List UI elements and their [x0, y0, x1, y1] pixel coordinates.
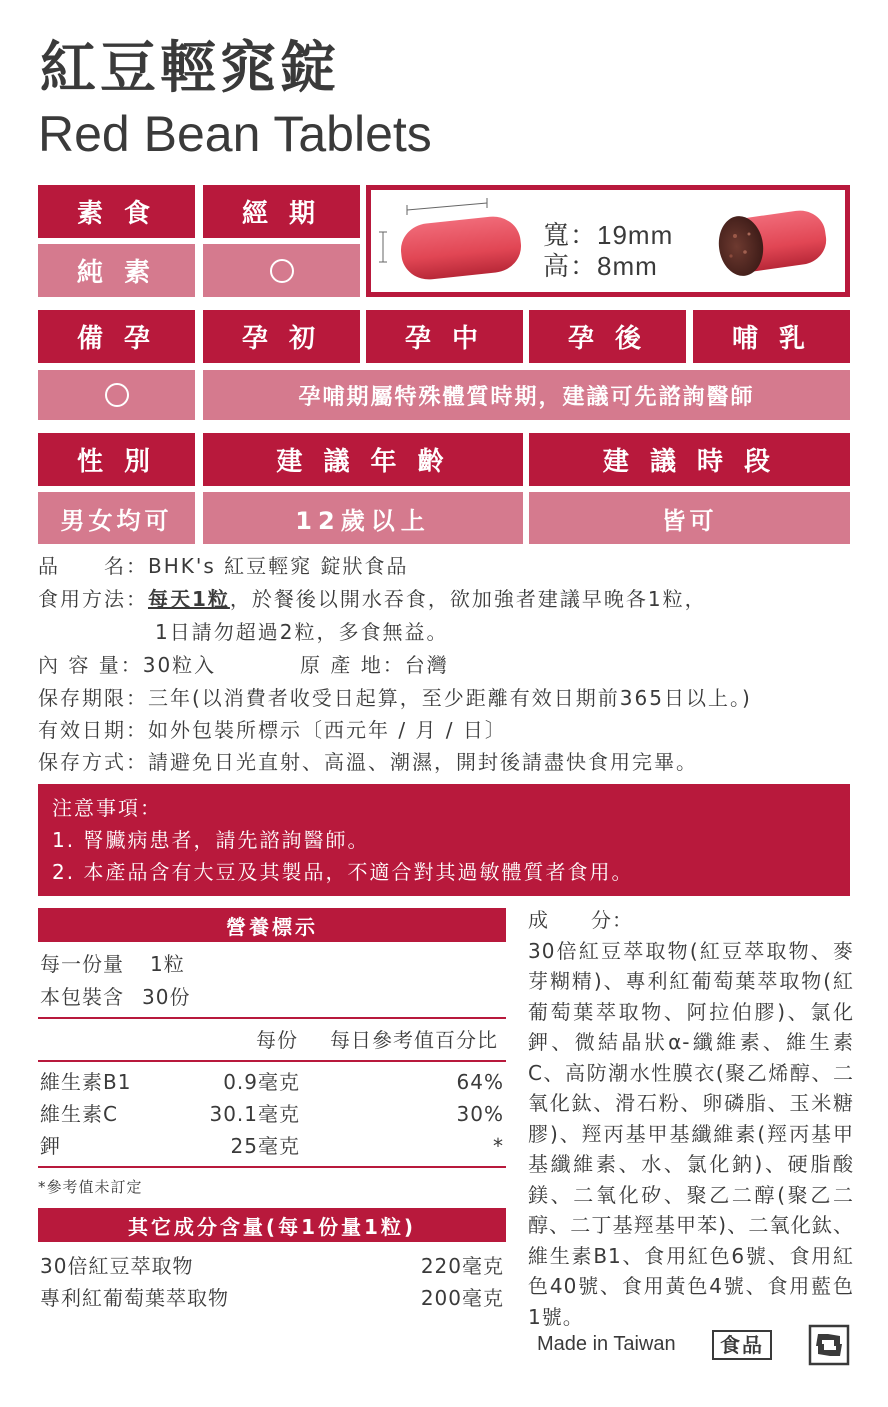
ingredients-text: 30倍紅豆萃取物(紅豆萃取物、麥芽糊精)、專利紅葡萄葉萃取物(紅葡萄葉萃取物、阿拉伯膠)、氯化鉀、微結晶狀α-纖維素、維生素C、高防潮水性膜衣(聚乙烯醇、二氧化鈦、滑石粉、卵磷脂、玉米糖膠)、羥丙基甲基纖維素(羥丙基甲基纖維素、水、氯化鈉)、硬脂酸鎂、二氧化矽、聚乙二醇(聚乙二醇、二丁基羥基甲苯)、二氧化鈦、維生素B1、食用紅色6號、食用紅色40號、食用黃色4號、食用藍色1號。 [528, 938, 854, 1329]
info-usage: 食用方法：每天1粒，於餐後以開水吞食，欲加強者建議早晚各1粒， [38, 587, 707, 611]
tablet-height: 高：8mm [543, 251, 658, 281]
nursing: 哺 乳 [693, 310, 850, 363]
age-value: 12歲以上 [203, 492, 523, 544]
product-title-zh: 紅豆輕窕錠 [40, 36, 340, 101]
nutrient-amount: 0.9毫克 [223, 1070, 300, 1094]
notice-item: 1. 腎臟病患者，請先諮詢醫師。 [52, 828, 370, 852]
made-in-taiwan: Made in Taiwan [537, 1333, 676, 1355]
pregnancy-note: 孕哺期屬特殊體質時期，建議可先諮詢醫師 [203, 370, 850, 420]
other-name: 30倍紅豆萃取物 [40, 1254, 194, 1278]
notice-title: 注意事項： [52, 796, 162, 820]
gender-value: 男女均可 [38, 492, 195, 544]
tablet-width: 寬：19mm [543, 220, 674, 250]
info-name: 品 名：BHK's 紅豆輕窕 錠狀食品 [38, 554, 409, 578]
other-amount: 200毫克 [420, 1286, 504, 1310]
pregnancy-late: 孕 後 [529, 310, 686, 363]
tablet-size-panel [366, 185, 850, 297]
divider [38, 1060, 506, 1062]
time-header: 建 議 時 段 [529, 433, 850, 486]
pregnancy-early: 孕 初 [203, 310, 360, 363]
nutrient-pct: 30% [456, 1102, 504, 1126]
divider [38, 1166, 506, 1168]
nutrient-name: 鉀 [40, 1134, 61, 1158]
notice-box [38, 784, 850, 896]
serving-size: 每一份量 1粒 [40, 952, 185, 976]
recycle-icon [808, 1324, 850, 1366]
info-content: 內 容 量：30粒入 [38, 653, 217, 677]
notice-item: 2. 本產品含有大豆及其製品，不適合對其過敏體質者食用。 [52, 860, 634, 884]
servings-per-pack: 本包裝含 30份 [40, 985, 191, 1009]
pregnancy-header: 備 孕 [38, 310, 195, 363]
nutrient-name: 維生素B1 [40, 1070, 132, 1094]
food-mark: 食品 [712, 1330, 772, 1360]
nutrient-name: 維生素C [40, 1102, 118, 1126]
footnote: *參考值未訂定 [38, 1178, 143, 1196]
circle-mark-icon [270, 259, 294, 283]
info-shelf-life: 保存期限：三年(以消費者收受日起算，至少距離有效日期前365日以上。) [38, 686, 752, 710]
nutrition-title: 營養標示 [38, 908, 506, 942]
col-per-serving: 每份 [256, 1028, 298, 1052]
ingredients-label: 成 分： [528, 908, 633, 932]
gender-header: 性 別 [38, 433, 195, 486]
pregnancy-mid: 孕 中 [366, 310, 523, 363]
divider [38, 1017, 506, 1019]
vegetarian-value: 純 素 [38, 244, 195, 297]
ingredients-block [528, 905, 854, 1332]
nutrient-pct: 64% [456, 1070, 504, 1094]
vegetarian-header: 素 食 [38, 185, 195, 238]
other-name: 專利紅葡萄葉萃取物 [40, 1286, 229, 1310]
info-usage-line2: 1日請勿超過2粒，多食無益。 [155, 620, 449, 644]
nutrient-amount: 25毫克 [230, 1134, 300, 1158]
usage-highlight: 每天1粒 [148, 587, 230, 611]
age-header: 建 議 年 齡 [203, 433, 523, 486]
time-value: 皆可 [529, 492, 850, 544]
info-storage: 保存方式：請避免日光直射、高溫、潮濕，開封後請盡快食用完畢。 [38, 750, 698, 774]
other-content-title: 其它成分含量(每1份量1粒) [38, 1208, 506, 1242]
period-header: 經 期 [203, 185, 360, 238]
circle-mark-icon [105, 383, 129, 407]
pregnancy-value [38, 370, 195, 420]
period-value [203, 244, 360, 297]
info-origin: 原 產 地：台灣 [300, 653, 449, 677]
nutrient-amount: 30.1毫克 [209, 1102, 300, 1126]
col-daily-value: 每日參考值百分比 [330, 1028, 498, 1052]
info-expiry: 有效日期：如外包裝所標示〔西元年 / 月 / 日〕 [38, 718, 507, 742]
other-amount: 220毫克 [420, 1254, 504, 1278]
product-title-en: Red Bean Tablets [38, 106, 432, 162]
nutrient-pct: * [493, 1134, 504, 1158]
